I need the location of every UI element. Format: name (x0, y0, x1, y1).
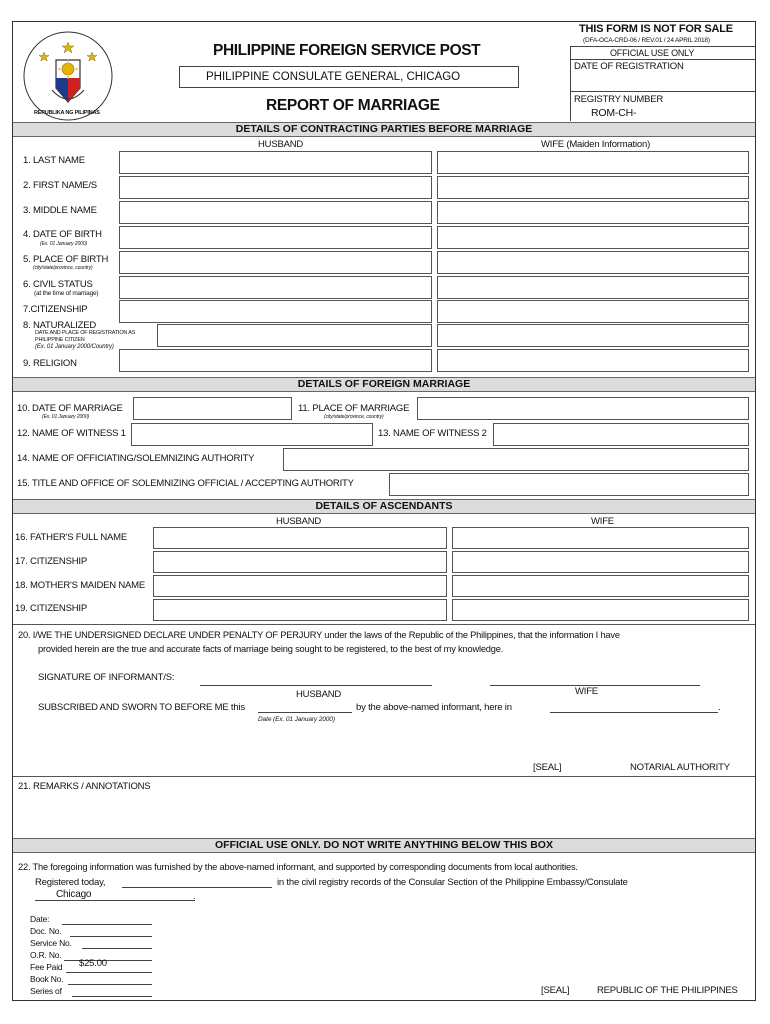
wife-last-name-input[interactable] (437, 151, 749, 174)
husband-place-of-birth-input[interactable] (119, 251, 432, 274)
husband-first-name-input[interactable] (119, 176, 432, 199)
husband-father-citizenship-input[interactable] (153, 551, 447, 573)
remarks-area[interactable] (14, 795, 754, 835)
coat-of-arms-seal (22, 30, 114, 122)
series-of-line[interactable] (72, 996, 152, 997)
service-no-line[interactable] (82, 948, 152, 949)
place-of-birth-label: 5. PLACE OF BIRTH (23, 254, 109, 265)
date-of-marriage-hint: (Ex. 01 January 2000) (42, 414, 90, 420)
middle-name-label: 3. MIDDLE NAME (23, 205, 97, 216)
notarial-authority: NOTARIAL AUTHORITY (630, 762, 730, 773)
husband-father-name-input[interactable] (153, 527, 447, 549)
wife-citizenship-input[interactable] (437, 300, 749, 323)
signature-label: SIGNATURE OF INFORMANT/S: (38, 672, 175, 683)
or-no-label: O.R. No. (30, 950, 62, 960)
place-of-marriage-label: 11. PLACE OF MARRIAGE (298, 403, 410, 414)
title-office-label: 15. TITLE AND OFFICE OF SOLEMNIZING OFFICIAL / ACCEPTING AUTHORITY (17, 478, 354, 489)
city-value: Chicago (56, 889, 92, 900)
subscribed-date-hint: Date (Ex. 01 January 2000) (258, 716, 335, 723)
notary-seal: [SEAL] (533, 762, 562, 773)
book-no-line[interactable] (68, 984, 152, 985)
husband-citizenship-input[interactable] (119, 300, 432, 323)
husband-date-of-birth-input[interactable] (119, 226, 432, 249)
witness-1-label: 12. NAME OF WITNESS 1 (17, 428, 126, 439)
city-line[interactable] (35, 900, 195, 901)
husband-religion-input[interactable] (119, 349, 432, 372)
wife-date-of-birth-input[interactable] (437, 226, 749, 249)
wife-religion-input[interactable] (437, 349, 749, 372)
not-for-sale: THIS FORM IS NOT FOR SALE (579, 23, 733, 35)
date-of-marriage-label: 10. DATE OF MARRIAGE (17, 403, 123, 414)
first-name-label: 2. FIRST NAME/S (23, 180, 97, 191)
wife-mother-name-input[interactable] (452, 575, 749, 597)
official-use-only: OFFICIAL USE ONLY (610, 48, 695, 58)
report-title: REPORT OF MARRIAGE (266, 97, 440, 114)
date-field-label: Date: (30, 914, 50, 924)
date-field-line[interactable] (62, 924, 152, 925)
form-code: (DFA-OCA-CRD-06 / REV.01 / 24 APRIL 2018) (583, 37, 710, 44)
official-use-title: OFFICIAL USE ONLY. DO NOT WRITE ANYTHING BELOW THIS BOX (13, 838, 755, 853)
by-informant-text: by the above-named informant, here in (356, 702, 512, 713)
fee-paid-label: Fee Paid (30, 962, 63, 972)
fee-paid-value: $25.00 (79, 958, 107, 969)
registry-number-label: REGISTRY NUMBER (574, 94, 664, 105)
civil-registry-text: in the civil registry records of the Consular Section of the Philippine Embassy/Consulate (277, 877, 628, 888)
officiating-authority-input[interactable] (283, 448, 749, 471)
date-of-birth-label: 4. DATE OF BIRTH (23, 229, 102, 240)
section-foreign-marriage-title: DETAILS OF FOREIGN MARRIAGE (13, 377, 755, 392)
doc-no-label: Doc. No. (30, 926, 62, 936)
husband-middle-name-input[interactable] (119, 201, 432, 224)
citizenship-label: 7.CITIZENSHIP (23, 304, 88, 315)
husband-naturalized-input[interactable] (157, 324, 432, 347)
fee-paid-line[interactable] (66, 972, 152, 973)
place-of-marriage-hint: (city/state/province, country) (324, 414, 384, 420)
wife-father-citizenship-input[interactable] (452, 551, 749, 573)
section-ascendants-title: DETAILS OF ASCENDANTS (13, 499, 755, 514)
date-of-birth-hint: (Ex. 01 January 2000) (40, 241, 88, 247)
husband-civil-status-input[interactable] (119, 276, 432, 299)
husband-signature-line[interactable] (200, 685, 432, 686)
father-citizenship-label: 17. CITIZENSHIP (15, 556, 87, 567)
wife-column-header: WIFE (Maiden Information) (541, 139, 651, 150)
place-line[interactable] (550, 712, 718, 713)
declaration-line-1: 20. I/WE THE UNDERSIGNED DECLARE UNDER PENALTY OF PERJURY under the laws of the Republic of the Philippines, that the information I have (18, 630, 620, 640)
wife-father-name-input[interactable] (452, 527, 749, 549)
husband-last-name-input[interactable] (119, 151, 432, 174)
title-office-input[interactable] (389, 473, 749, 496)
husband-column-header: HUSBAND (258, 139, 304, 150)
book-no-label: Book No. (30, 974, 64, 984)
naturalized-label: 8. NATURALIZED (23, 320, 97, 331)
husband-mother-name-input[interactable] (153, 575, 447, 597)
ascendants-husband-header: HUSBAND (276, 516, 322, 527)
signature-husband-label: HUSBAND (296, 689, 342, 700)
place-of-marriage-input[interactable] (417, 397, 749, 420)
date-of-registration-label: DATE OF REGISTRATION (574, 61, 684, 72)
mother-maiden-name-label: 18. MOTHER'S MAIDEN NAME (15, 580, 146, 591)
last-name-label: 1. LAST NAME (23, 155, 85, 166)
date-of-marriage-input[interactable] (133, 397, 292, 420)
subscribed-date-line[interactable] (258, 712, 352, 713)
registered-today-line[interactable] (122, 887, 272, 888)
witness-1-input[interactable] (131, 423, 373, 446)
registered-today-label: Registered today, (35, 877, 106, 888)
subscribed-text: SUBSCRIBED AND SWORN TO BEFORE ME this (38, 702, 245, 713)
wife-naturalized-input[interactable] (437, 324, 749, 347)
civil-status-hint: (at the time of marriage) (34, 290, 99, 297)
naturalized-hint-3: (Ex. 01 January 2000/Country) (35, 344, 114, 350)
post-title: PHILIPPINE FOREIGN SERVICE POST (213, 42, 481, 59)
naturalized-hint-1: DATE AND PLACE OF REGISTRATION AS (35, 330, 136, 336)
naturalized-hint-2: PHILIPPINE CITIZEN (35, 337, 85, 343)
wife-first-name-input[interactable] (437, 176, 749, 199)
mother-citizenship-label: 19. CITIZENSHIP (15, 603, 87, 614)
consulate-name: PHILIPPINE CONSULATE GENERAL, CHICAGO (206, 71, 461, 83)
ascendants-wife-header: WIFE (591, 516, 614, 527)
registry-number-value: ROM-CH- (591, 107, 637, 119)
wife-place-of-birth-input[interactable] (437, 251, 749, 274)
seal-text: REPUBLIKA NG PILIPINAS (34, 110, 100, 116)
place-of-birth-hint: (city/state/province, country) (33, 265, 93, 271)
official-line-1: 22. The foregoing information was furnished by the above-named informant, and supported by corresponding documents from local authorities. (18, 862, 578, 872)
witness-2-input[interactable] (493, 423, 749, 446)
remarks-label: 21. REMARKS / ANNOTATIONS (18, 781, 151, 792)
wife-mother-citizenship-input[interactable] (452, 599, 749, 621)
republic-label: REPUBLIC OF THE PHILIPPINES (597, 985, 738, 996)
wife-middle-name-input[interactable] (437, 201, 749, 224)
declaration-line-2: provided herein are the true and accurate facts of marriage being sought to be registered, to the best of my knowledge. (38, 644, 504, 654)
doc-no-line[interactable] (70, 936, 152, 937)
section-contracting-parties-title: DETAILS OF CONTRACTING PARTIES BEFORE MARRIAGE (13, 122, 755, 137)
series-of-label: Series of (30, 986, 62, 996)
witness-2-label: 13. NAME OF WITNESS 2 (378, 428, 487, 439)
husband-mother-citizenship-input[interactable] (153, 599, 447, 621)
religion-label: 9. RELIGION (23, 358, 77, 369)
civil-status-label: 6. CIVIL STATUS (23, 279, 93, 290)
official-seal: [SEAL] (541, 985, 570, 996)
wife-civil-status-input[interactable] (437, 276, 749, 299)
or-no-line[interactable] (64, 960, 152, 961)
signature-wife-label: WIFE (575, 686, 598, 697)
service-no-label: Service No. (30, 938, 72, 948)
officiating-authority-label: 14. NAME OF OFFICIATING/SOLEMNIZING AUTHORITY (17, 453, 255, 464)
father-name-label: 16. FATHER'S FULL NAME (15, 532, 127, 543)
